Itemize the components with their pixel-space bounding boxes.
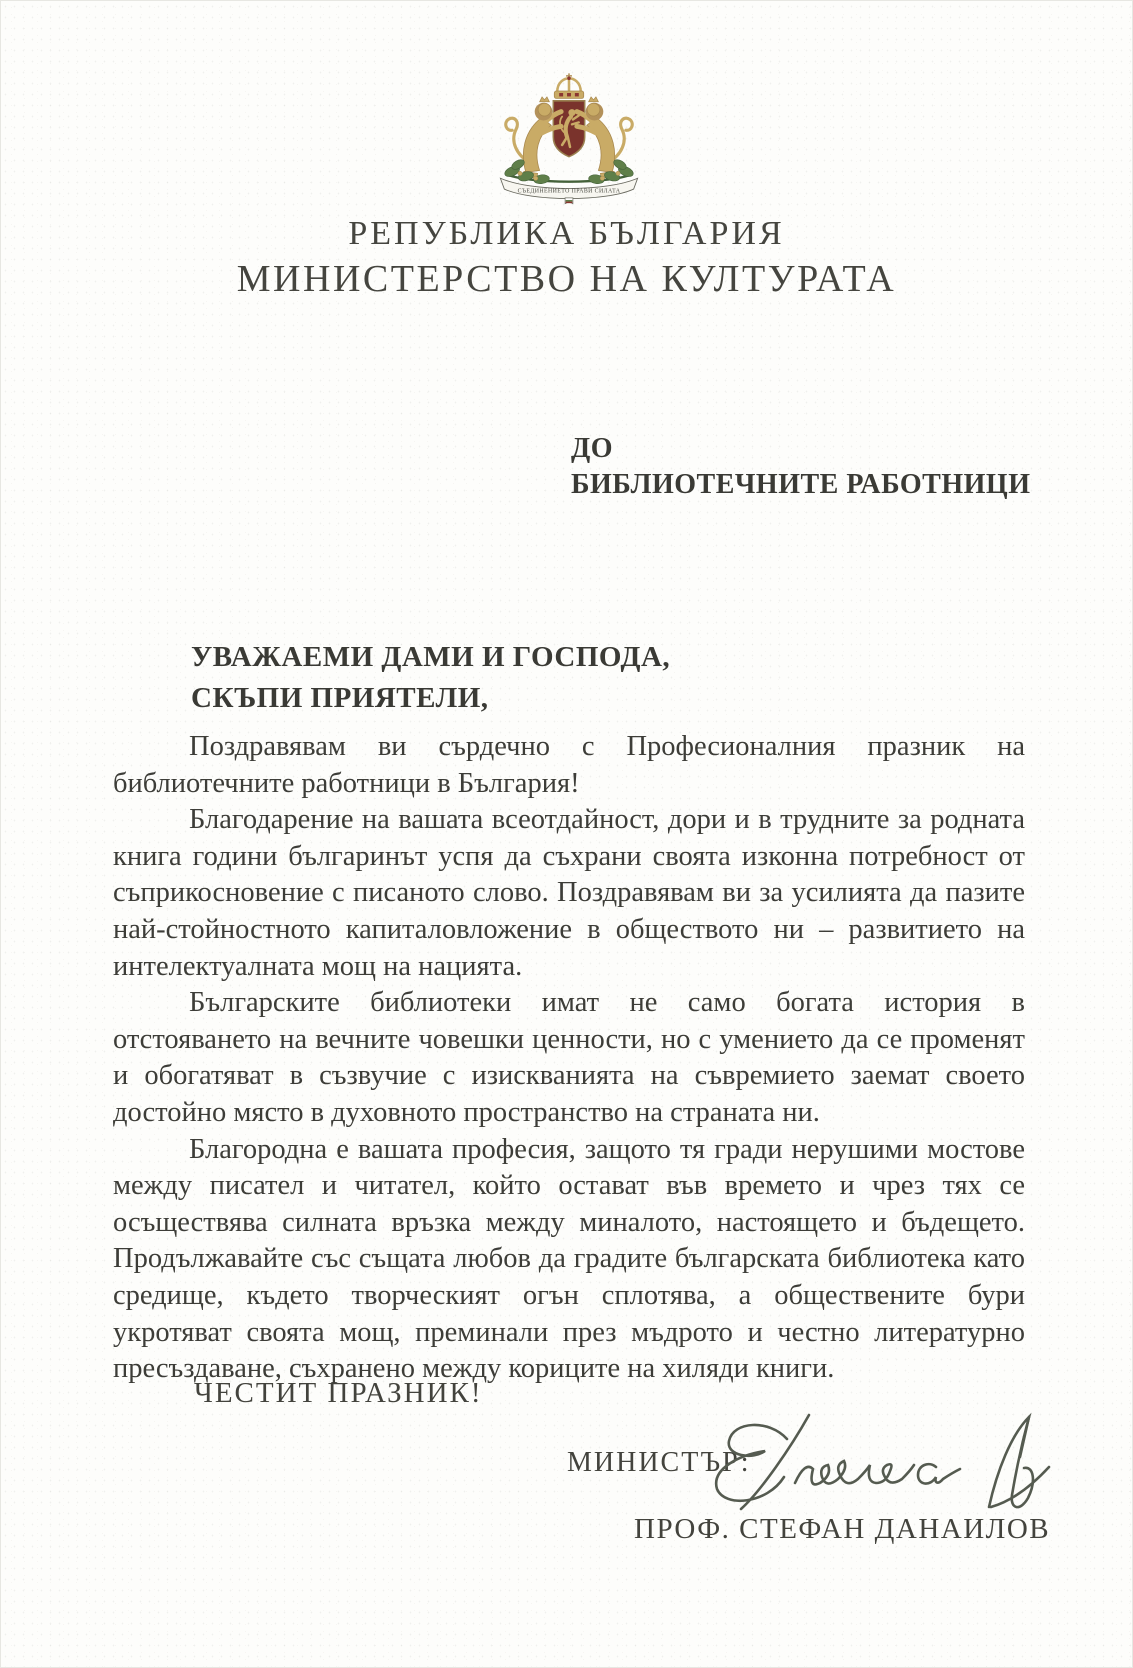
bulgaria-coat-of-arms-icon <box>471 71 667 213</box>
closing-greeting: ЧЕСТИТ ПРАЗНИК! <box>194 1377 483 1409</box>
crown-icon <box>554 73 583 98</box>
salutation-block <box>191 637 670 719</box>
letter-paragraph: Благородна е вашата професия, защото тя гради нерушими мостове между писател и читател, който остават във времето и чрез тях се осъществява силната връзка между миналото, настоящето и бъдещето. Продължавайте със същата любов да градите българската библиотека като средище, където творческият огън сплотява, а обществените бури укротяват своята мощ, преминали през мъдрото и честно литературно пресъздаване, съхранено между кориците на хиляди книги. <box>113 1133 1025 1385</box>
salutation-line1: УВАЖАЕМИ ДАМИ И ГОСПОДА, <box>191 641 671 673</box>
oak-garland-icon <box>503 158 635 185</box>
letterhead-country: РЕПУБЛИКА БЪЛГАРИЯ <box>348 215 785 252</box>
letterhead-ministry: МИНИСТЕРСТВО НА КУЛТУРАТА <box>236 258 897 300</box>
signer-title: МИНИСТЪР: <box>567 1447 751 1478</box>
recipient-block <box>571 431 1030 503</box>
salutation-line2: СКЪПИ ПРИЯТЕЛИ, <box>191 682 489 714</box>
letter-paragraph: Благодарение на вашата всеотдайност, дори и в трудните за родната книга години българинът успя да съхрани своята изконна потребност от съприкосновение с писаното слово. Поздравявам ви за усилията да пазите най-стойностното капиталовложение в обществото ни – развитието на интелектуалната мощ на нацията. <box>113 804 1025 982</box>
recipient-to: ДО <box>571 433 614 464</box>
recipient-name: БИБЛИОТЕЧНИТЕ РАБОТНИЦИ <box>571 469 1031 500</box>
letter-body <box>113 729 1025 1388</box>
motto-text: СЪЕДИНЕНИЕТО ПРАВИ СИЛАТА <box>517 188 621 195</box>
letter-paragraph: Поздравявам ви сърдечно с Професионалния празник на библиотечните работници в България! <box>113 731 1025 799</box>
letter-paragraph: Българските библиотеки имат не само богата история в отстояването на вечните човешки ценности, но с умението да се променят и обогатяват в съзвучие с изискванията на съвремието заемат своето достойно място в духовното пространство на страната ни. <box>113 987 1025 1128</box>
signer-name: ПРОФ. СТЕФАН ДАНАИЛОВ <box>634 1513 1051 1545</box>
